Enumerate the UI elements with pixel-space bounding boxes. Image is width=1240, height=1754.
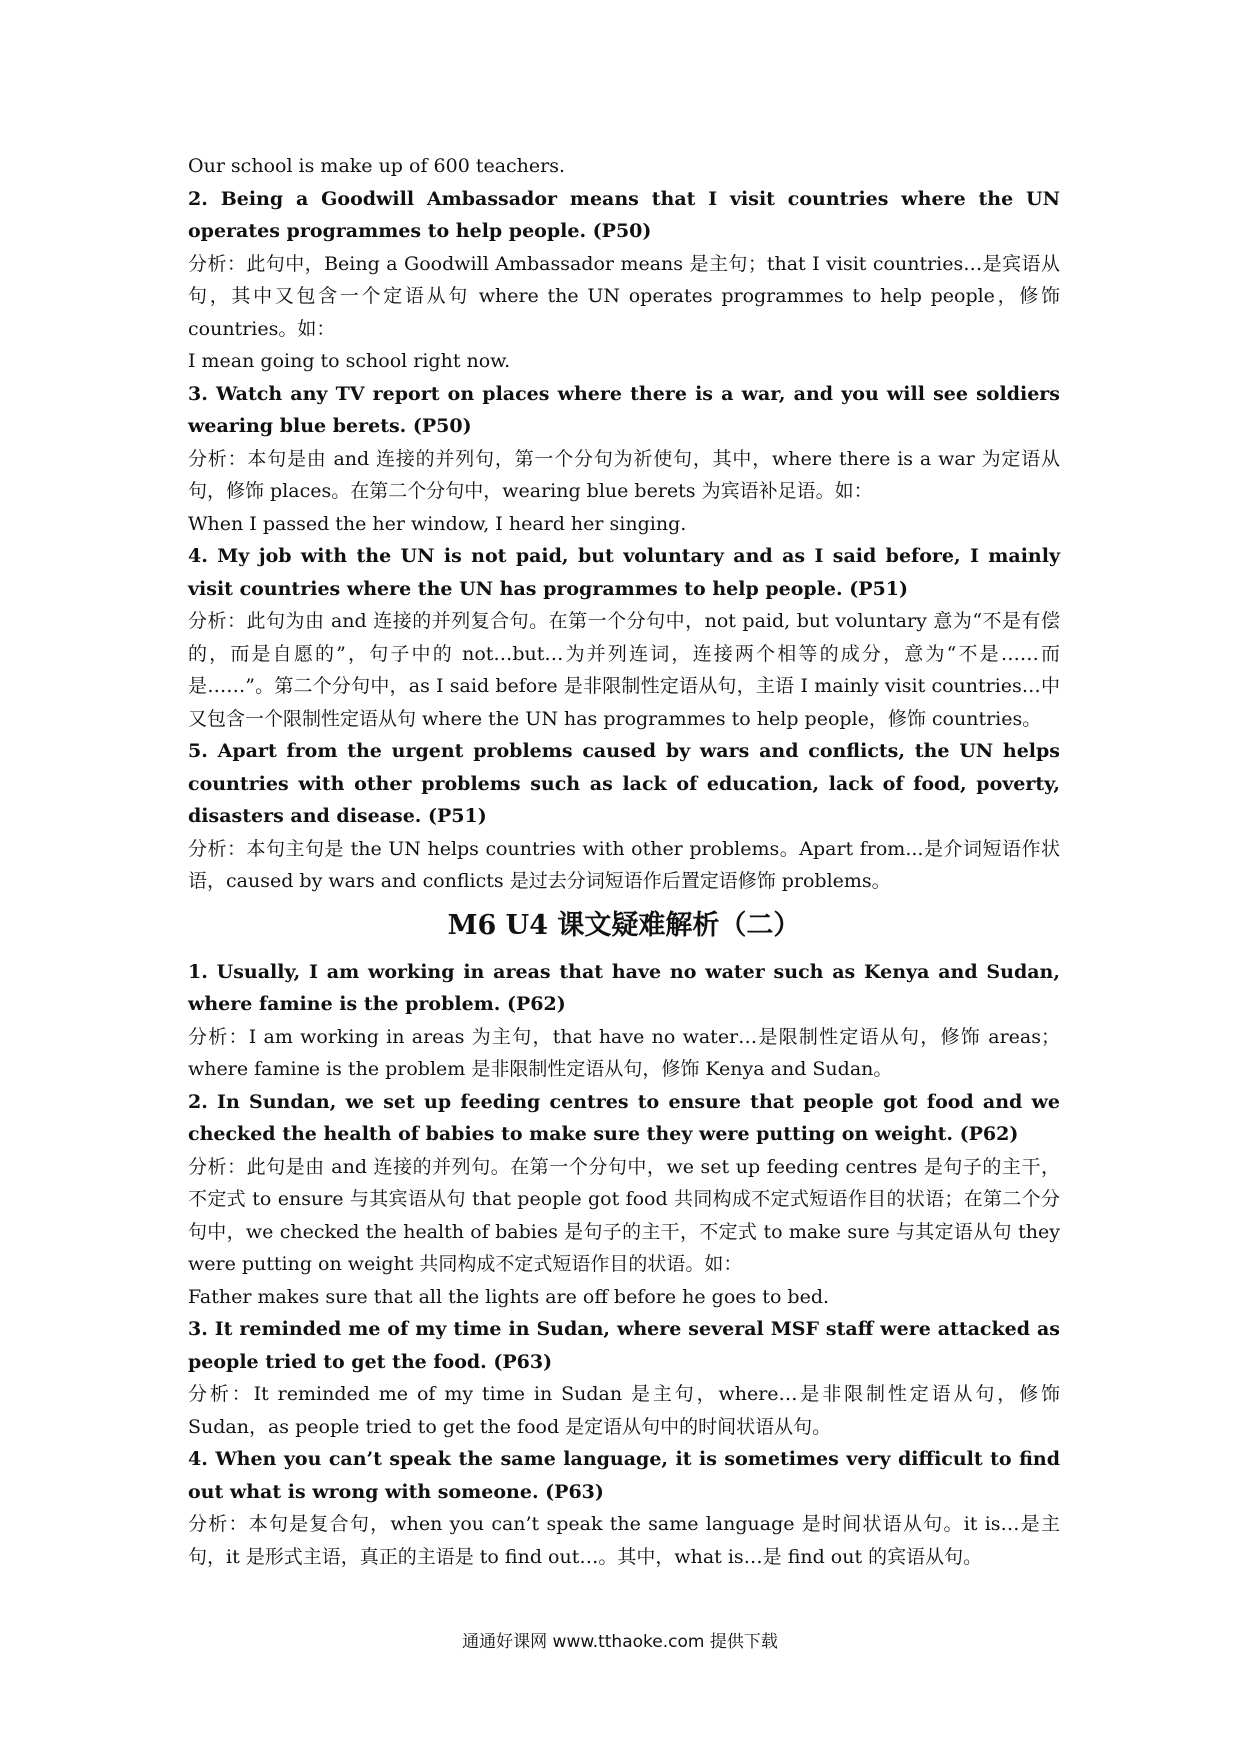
- analysis-4b: 分析：本句是复合句，when you can’t speak the same language 是时间状语从句。it is…是主句，it 是形式主语，真正的主语是 to find out…。其中，what is…是 find out 的宾语从句。: [188, 1513, 1060, 1568]
- key-sentence-2b: 2. In Sundan, we set up feeding centres to ensure that people got food and we checked the health of babies to make sure they were putting on weight. (P62): [188, 1090, 1060, 1145]
- key-sentence-1: 1. Usually, I am working in areas that have no water such as Kenya and Sudan, where famine is the problem. (P62): [188, 960, 1060, 1015]
- key-sentence-4b: 4. When you can’t speak the same language, it is sometimes very difficult to find out what is wrong with someone. (P63): [188, 1448, 1060, 1503]
- analysis-5: 分析：本句主句是 the UN helps countries with other problems。Apart from...是介词短语作状语，caused by wars and conflicts 是过去分词短语作后置定语修饰 problems。: [188, 837, 1060, 892]
- example-sentence: Father makes sure that all the lights are off before he goes to bed.: [188, 1285, 830, 1308]
- page-footer: 通通好课网 www.tthaoke.com 提供下载: [462, 1632, 778, 1652]
- key-sentence-3: 3. Watch any TV report on places where there is a war, and you will see soldiers wearing blue berets. (P50): [188, 382, 1060, 437]
- analysis-2: 分析：此句中，Being a Goodwill Ambassador means 是主句；that I visit countries…是宾语从句，其中又包含一个定语从句 where the UN operates programmes to help people，修饰 countries。如：: [188, 252, 1060, 340]
- section-title: M6 U4 课文疑难解析（二）: [447, 909, 801, 941]
- analysis-3b: 分析：It reminded me of my time in Sudan 是主句，where…是非限制性定语从句，修饰 Sudan，as people tried to get the food 是定语从句中的时间状语从句。: [188, 1383, 1060, 1438]
- example-sentence: When I passed the her window, I heard her singing.: [188, 512, 687, 535]
- analysis-3: 分析：本句是由 and 连接的并列句，第一个分句为祈使句，其中，where there is a war 为定语从句，修饰 places。在第二个分句中，wearing blue berets 为宾语补足语。如：: [188, 447, 1060, 502]
- example-sentence: Our school is make up of 600 teachers.: [188, 155, 566, 177]
- example-sentence: I mean going to school right now.: [188, 350, 511, 372]
- analysis-1: 分析：I am working in areas 为主句，that have no water…是限制性定语从句，修饰 areas；where famine is the problem 是非限制性定语从句，修饰 Kenya and Sudan。: [188, 1025, 1060, 1080]
- key-sentence-2: 2. Being a Goodwill Ambassador means that I visit countries where the UN operates programmes to help people. (P50): [188, 187, 1060, 242]
- key-sentence-5: 5. Apart from the urgent problems caused by wars and conflicts, the UN helps countries with other problems such as lack of education, lack of food, poverty, disasters and disease. (P51): [188, 740, 1060, 827]
- analysis-2b: 分析：此句是由 and 连接的并列句。在第一个分句中，we set up feeding centres 是句子的主干，不定式 to ensure 与其宾语从句 that people got food 共同构成不定式短语作目的状语；在第二个分句中，we checked the health of babies 是句子的主干，不定式 to make sure 与其定语从句 they were putting on weight 共同构成不定式短语作目的状语。如：: [188, 1155, 1060, 1275]
- key-sentence-4: 4. My job with the UN is not paid, but voluntary and as I said before, I mainly visit countries where the UN has programmes to help people. (P51): [188, 545, 1060, 600]
- key-sentence-3b: 3. It reminded me of my time in Sudan, where several MSF staff were attacked as people tried to get the food. (P63): [188, 1318, 1060, 1373]
- analysis-4: 分析：此句为由 and 连接的并列复合句。在第一个分句中，not paid, but voluntary 意为“不是有偿的，而是自愿的”，句子中的 not…but…为并列连词，连接两个相等的成分，意为“不是……而是……”。第二个分句中，as I said before 是非限制性定语从句，主语 I mainly visit countries…中又包含一个限制性定语从句 where the UN has programmes to help people，修饰 countries。: [188, 610, 1060, 730]
- document-body: [188, 150, 1060, 1573]
